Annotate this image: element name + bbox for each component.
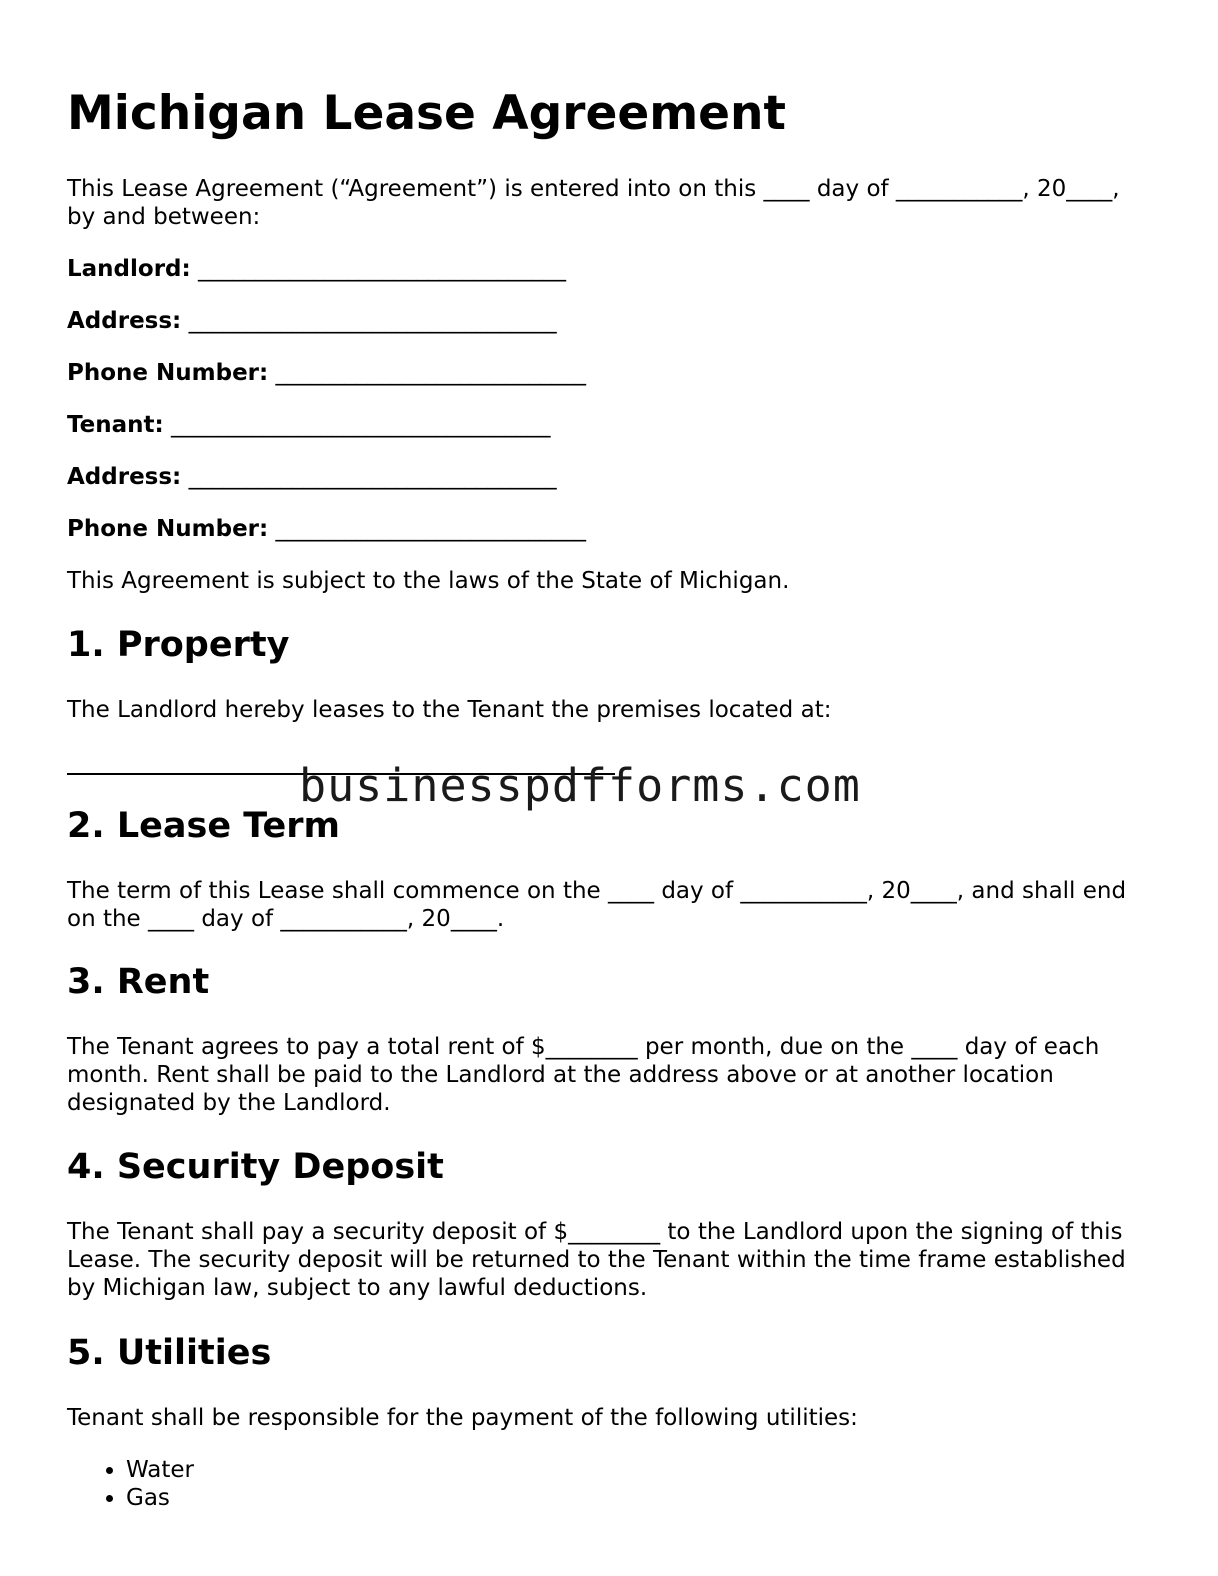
- tenant-address-label: Address:: [67, 464, 182, 490]
- rent-text: The Tenant agrees to pay a total rent of $________ per month, due on the ____ day of each month. Rent shall be paid to the Landlord at the address above or at another location designated by the Landlord.: [67, 1034, 1100, 1116]
- tenant-phone-field: [67, 515, 586, 543]
- security-deposit-text: The Tenant shall pay a security deposit of $________ to the Landlord upon the signing of this Lease. The security deposit will be returned to the Tenant within the time frame established by Michigan law, subject to any lawful deductions.: [67, 1219, 1126, 1301]
- landlord-phone-label: Phone Number:: [67, 360, 269, 386]
- section-heading-utilities: 5. Utilities: [67, 1333, 272, 1373]
- landlord-blank: ________________________________: [198, 256, 567, 282]
- tenant-label: Tenant:: [67, 412, 164, 438]
- utilities-list: [67, 1456, 194, 1512]
- landlord-address-label: Address:: [67, 308, 182, 334]
- watermark: businesspdfforms.com: [299, 759, 861, 812]
- property-text: The Landlord hereby leases to the Tenant the premises located at:: [67, 697, 832, 723]
- lease-term-text: The term of this Lease shall commence on the ____ day of ___________, 20____, and shall end on the ____ day of ___________, 20____.: [67, 878, 1127, 932]
- tenant-blank: _________________________________: [171, 412, 551, 438]
- tenant-phone-label: Phone Number:: [67, 516, 269, 542]
- document-title: Michigan Lease Agreement: [67, 86, 786, 141]
- list-item: • Gas: [126, 1484, 194, 1512]
- section-heading-security-deposit: 4. Security Deposit: [67, 1147, 444, 1187]
- tenant-field: [67, 411, 551, 439]
- tenant-address-blank: ________________________________: [188, 464, 557, 490]
- landlord-address-field: [67, 307, 557, 335]
- landlord-phone-blank: ___________________________: [275, 360, 587, 386]
- landlord-field: [67, 255, 566, 283]
- tenant-phone-blank: ___________________________: [275, 516, 587, 542]
- section-heading-rent: 3. Rent: [67, 962, 210, 1002]
- section-heading-property: 1. Property: [67, 625, 290, 665]
- intro-paragraph: This Lease Agreement (“Agreement”) is entered into on this ____ day of ___________, 20____, by and between:: [67, 176, 1120, 230]
- utilities-text: Tenant shall be responsible for the payment of the following utilities:: [67, 1405, 858, 1431]
- landlord-label: Landlord:: [67, 256, 191, 282]
- governing-law-text: This Agreement is subject to the laws of the State of Michigan.: [67, 568, 790, 594]
- landlord-phone-field: [67, 359, 586, 387]
- section-heading-lease-term: 2. Lease Term: [67, 806, 340, 846]
- landlord-address-blank: ________________________________: [188, 308, 557, 334]
- tenant-address-field: [67, 463, 557, 491]
- list-item: • Water: [126, 1456, 194, 1484]
